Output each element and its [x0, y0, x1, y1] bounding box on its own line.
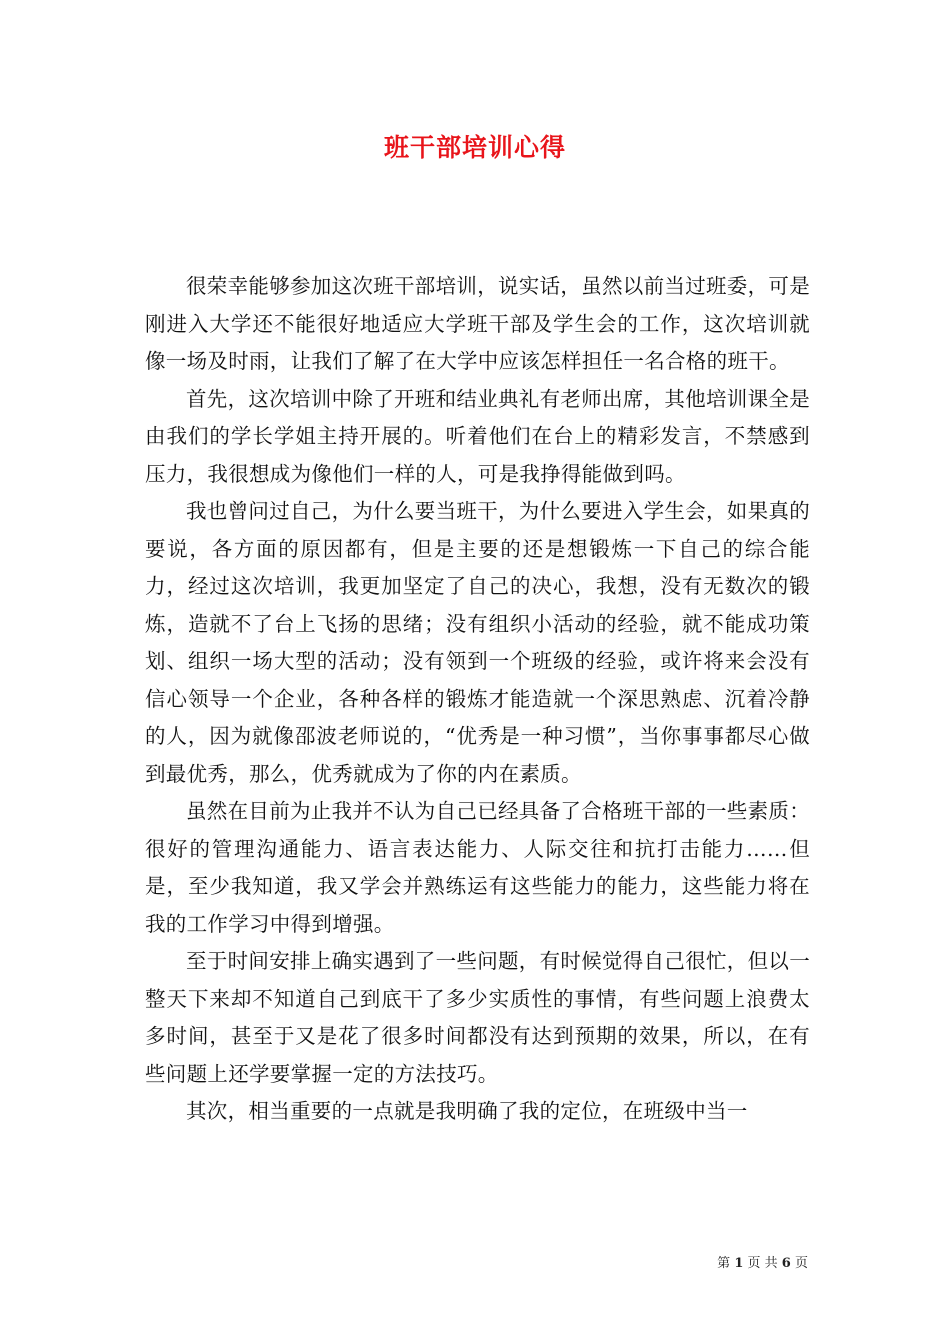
- document-body: [145, 268, 810, 1131]
- paragraph-4: 虽然在目前为止我并不认为自己已经具备了合格班干部的一些素质：很好的管理沟通能力、语言表达能力、人际交往和抗打击能力……但是，至少我知道，我又学会并熟练运有这些能力的能力，这些能力将在我的工作学习中得到增强。: [145, 799, 810, 936]
- page-footer: [717, 1252, 808, 1271]
- paragraph-1: 很荣幸能够参加这次班干部培训，说实话，虽然以前当过班委，可是刚进入大学还不能很好地适应大学班干部及学生会的工作，这次培训就像一场及时雨，让我们了解了在大学中应该怎样担任一名合格的班干。: [145, 274, 810, 373]
- document-title: 班干部培训心得: [383, 133, 566, 162]
- total-pages-number: 6: [781, 1256, 791, 1271]
- footer-prefix: 第: [717, 1256, 731, 1271]
- current-page-number: 1: [734, 1256, 744, 1271]
- paragraph-2: 首先，这次培训中除了开班和结业典礼有老师出席，其他培训课全是由我们的学长学姐主持开展的。听着他们在台上的精彩发言，不禁感到压力，我很想成为像他们一样的人，可是我挣得能做到吗。: [145, 386, 810, 486]
- paragraph-6: 其次，相当重要的一点就是我明确了我的定位，在班级中当一: [186, 1099, 748, 1123]
- paragraph-5: 至于时间安排上确实遇到了一些问题，有时候觉得自己很忙，但以一整天下来却不知道自己到底干了多少实质性的事情，有些问题上浪费太多时间，甚至于又是花了很多时间都没有达到预期的效果，所以，在有些问题上还学要掌握一定的方法技巧。: [145, 949, 810, 1086]
- footer-middle: 页 共: [747, 1256, 778, 1271]
- footer-suffix: 页: [794, 1256, 808, 1271]
- paragraph-3: 我也曾问过自己，为什么要当班干，为什么要进入学生会，如果真的要说，各方面的原因都有，但是主要的还是想锻炼一下自己的综合能力，经过这次培训，我更加坚定了自己的决心，我想，没有无数次的锻炼，造就不了台上飞扬的思绪；没有组织小活动的经验，就不能成功策划、组织一场大型的活动；没有领到一个班级的经验，或许将来会没有信心领导一个企业，各种各样的锻炼才能造就一个深思熟虑、沉着冷静的人，因为就像邵波老师说的，“优秀是一种习惯”，当你事事都尽心做到最优秀，那么，优秀就成为了你的内在素质。: [145, 499, 810, 786]
